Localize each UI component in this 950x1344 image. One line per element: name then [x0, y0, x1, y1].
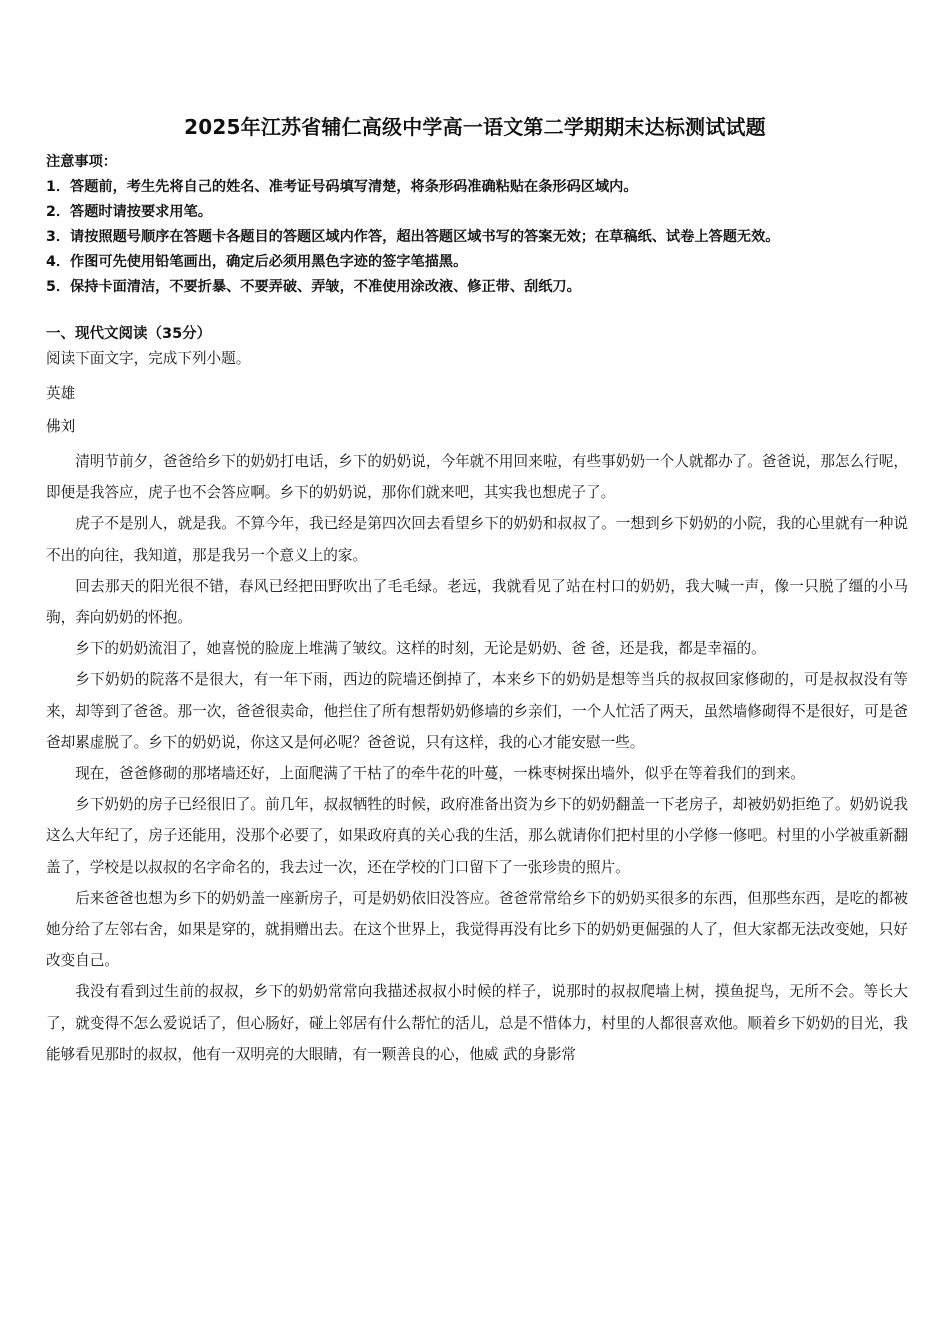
story-paragraph: 回去那天的阳光很不错，春风已经把田野吹出了毛毛绿。老远，我就看见了站在村口的奶奶，我大喊一声，像一只脱了缰的小马驹，奔向奶奶的怀抱。: [46, 577, 908, 627]
story-paragraph: 我没有看到过生前的叔叔，乡下的奶奶常常向我描述叔叔小时候的样子，说那时的叔叔爬墙上树，摸鱼捉鸟，无所不会。等长大了，就变得不怎么爱说话了，但心肠好，碰上邻居有什么帮忙的活儿，总是不惜体力，村里的人都很喜欢他。顺着乡下奶奶的目光，我能够看见那时的叔叔，他有一双明亮的大眼睛，有一颗善良的心，他威 武的身影常: [46, 983, 908, 1063]
story-paragraph: 虎子不是别人，就是我。不算今年，我已经是第四次回去看望乡下的奶奶和叔叔了。一想到乡下奶奶的小院，我的心里就有一种说不出的向往，我知道，那是我另一个意义上的家。: [46, 515, 908, 564]
story-author: 佛刘: [46, 418, 76, 435]
story-paragraph: 后来爸爸也想为乡下的奶奶盖一座新房子，可是奶奶依旧没答应。爸爸常常给乡下的奶奶买很多的东西，但那些东西，是吃的都被她分给了左邻右舍，如果是穿的，就捐赠出去。在这个世界上，我觉得再没有比乡下的奶奶更倔强的人了，但大家都无法改变她，只好改变自己。: [46, 889, 908, 970]
story-paragraph: 清明节前夕，爸爸给乡下的奶奶打电话，乡下的奶奶说，今年就不用回来啦，有些事奶奶一个人就都办了。爸爸说，那怎么行呢，即便是我答应，虎子也不会答应啊。乡下的奶奶说，那你们就来吧，其实我也想虎子了。: [46, 453, 908, 502]
notes-block: [46, 150, 916, 300]
page-title: 2025年江苏省辅仁高级中学高一语文第二学期期末达标测试试题: [184, 115, 766, 139]
story-body: [46, 446, 908, 1070]
story-paragraph: 乡下奶奶的院落不是很大，有一年下雨，西边的院墙还倒掉了，本来乡下的奶奶是想等当兵的叔叔回家修砌的，可是叔叔没有等来，却等到了爸爸。那一次，爸爸很卖命，他拦住了所有想帮奶奶修墙的乡亲们，一个人忙活了两天，虽然墙修砌得不是很好，可是爸爸却累虚脱了。乡下的奶奶说，你这又是何必呢？爸爸说，只有这样，我的心才能安慰一些。: [46, 671, 908, 751]
note-item: 2．答题时请按要求用笔。: [46, 204, 212, 220]
story-paragraph: 乡下的奶奶流泪了，她喜悦的脸庞上堆满了皱纹。这样的时刻，无论是奶奶、爸 爸，还是我，都是幸福的。: [75, 640, 766, 658]
story-paragraph: 乡下奶奶的房子已经很旧了。前几年，叔叔牺牲的时候，政府准备出资为乡下的奶奶翻盖一下老房子，却被奶奶拒绝了。奶奶说我这么大年纪了，房子还能用，没那个必要了，如果政府真的关心我的生活，那么就请你们把村里的小学修一修吧。村里的小学被重新翻盖了，学校是以叔叔的名字命名的，我去过一次，还在学校的门口留下了一张珍贵的照片。: [46, 796, 908, 876]
section-heading: 一、现代文阅读（35分）: [46, 326, 212, 342]
note-item: 4．作图可先使用铅笔画出，确定后必须用黑色字迹的签字笔描黑。: [46, 254, 468, 270]
note-item: 5．保持卡面清洁，不要折暴、不要弄破、弄皱，不准使用涂改液、修正带、刮纸刀。: [46, 279, 581, 295]
note-item: 1．答题前，考生先将自己的姓名、准考证号码填写清楚，将条形码准确粘贴在条形码区域内。: [46, 179, 638, 195]
story-title: 英雄: [46, 385, 76, 402]
reading-instruction: 阅读下面文字，完成下列小题。: [46, 350, 251, 367]
note-item: 3．请按照题号顺序在答题卡各题目的答题区域内作答，超出答题区域书写的答案无效；在草稿纸、试卷上答题无效。: [46, 229, 780, 245]
story-paragraph: 现在，爸爸修砌的那堵墙还好，上面爬满了干枯了的牵牛花的叶蔓，一株枣树探出墙外，似乎在等着我们的到来。: [75, 765, 805, 783]
notes-heading: 注意事项：: [46, 154, 117, 170]
